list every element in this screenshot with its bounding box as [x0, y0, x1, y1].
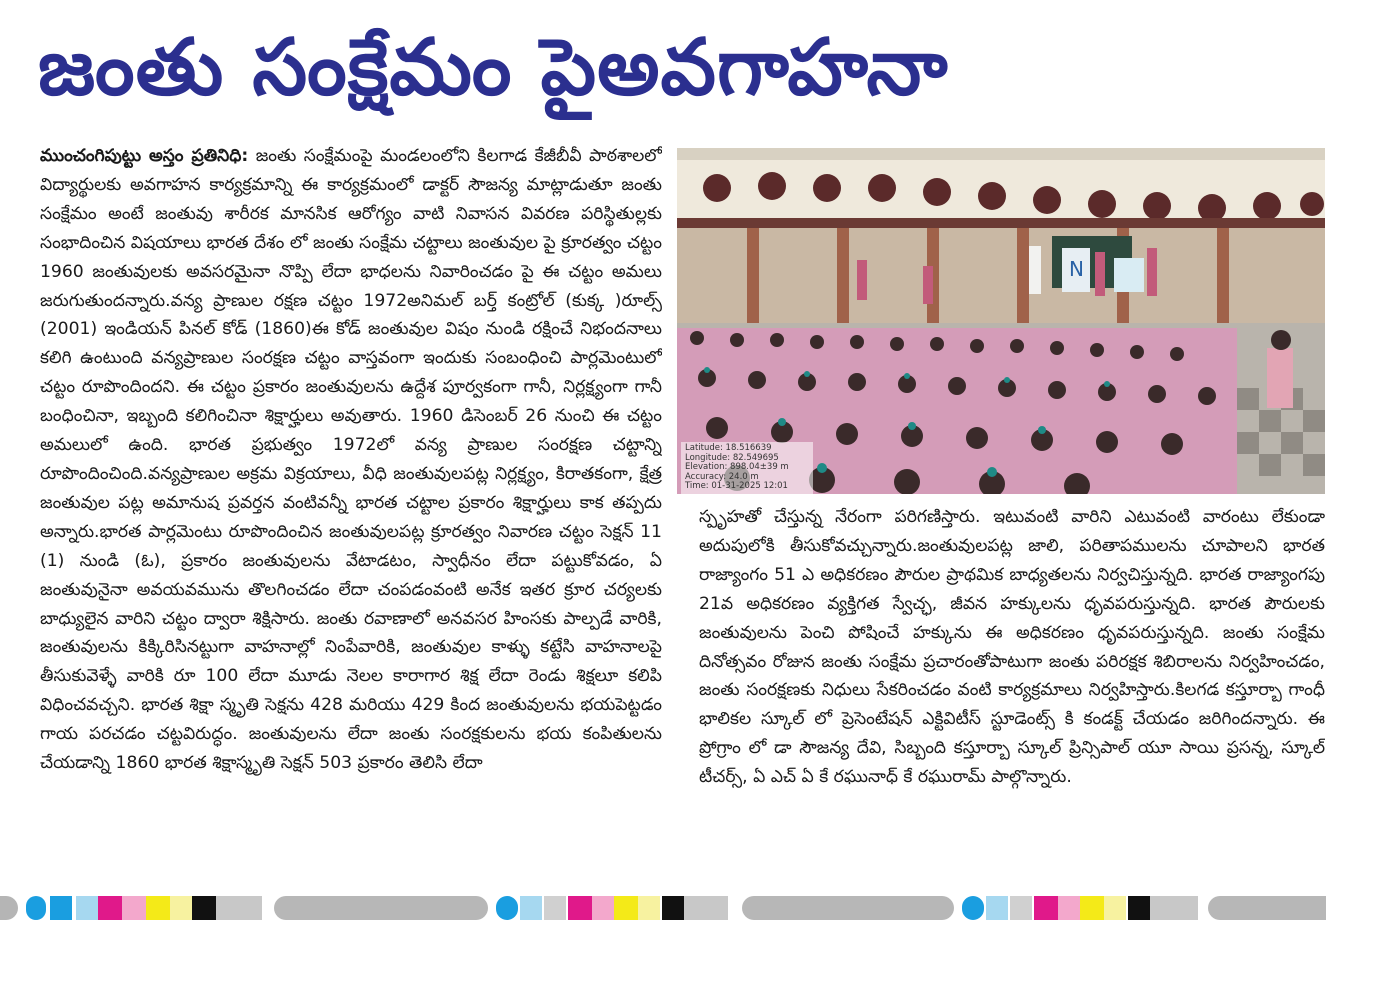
geo-latitude: Latitude: 18.516639	[685, 443, 772, 453]
article-column-right	[699, 503, 1325, 863]
geo-accuracy: Accuracy: 24.0 m	[685, 471, 759, 482]
event-photo	[677, 148, 1325, 494]
article-column-left	[40, 142, 662, 872]
print-color-registration-bar	[0, 896, 1330, 920]
geo-elevation: Elevation: 898.04±39 m	[685, 462, 789, 473]
dateline: ముంచంగిపుట్టు అస్తం ప్రతినిధి:	[40, 146, 249, 166]
article-body-right: స్పృహతో చేస్తున్న నేరంగా పరిగణిస్తారు. ఇటువంటి వారిని ఎటువంటి వారంటు లేకుండా అదుపులోకి తీసుకోవచ్చున్నారు.జంతువులపట్ల జాలి, పరితాపములను చూపాలని భారత రాజ్యాంగం 51 ఎ అధికరణం పౌరుల ప్రాథమిక బాధ్యతలను నిర్వచిస్తున్నది. భారత రాజ్యాంగపు 21వ అధికరణం వ్యక్తిగత స్వేచ్ఛ, జీవన హక్కులను ధృవపరుస్తున్నది. భారత పౌరులకు జంతువులను పెంచి పోషించే హక్కును ఈ అధికరణం ధృవపరుస్తున్నది. జంతు సంక్షేమ దినోత్సవం రోజున జంతు సంక్షేమ ప్రచారంతోపాటుగా జంతు పరిరక్షక శిబిరాలను నిర్వహించడం, జంతు సంరక్షణకు నిధులు సేకరించడం వంటి కార్యక్రమాలు నిర్వహిస్తారు.కిలగడ కస్తూర్బా గాంధీ భాలికల స్కూల్ లో ప్రెసెంటేషన్ ఎక్టివిటీస్ స్టూడెంట్స్ కి కండక్ట్ చేయడం జరిగిందన్నారు. ఈ ప్రోగ్రాం లో డా సౌజన్య దేవి, సిబ్బంది కస్తూర్బా స్కూల్ ప్రిన్సిపాల్ యూ సాయి ప్రసన్న, స్కూల్ టీచర్స్, ఏ ఎచ్ ఏ కే రఘునాధ్ కే రఘురామ్ పాల్గొన్నారు.	[699, 507, 1325, 788]
article-body-left: జంతు సంక్షేమంపై మండలంలోని కిలగాడ కేజీబీవీ పాఠశాలలో విద్యార్థులకు అవగాహన కార్యక్రమాన్ని ఈ కార్యక్రమంలో డాక్టర్ సౌజన్య మాట్లాడుతూ జంతు సంక్షేమం అంటే జంతువు శారీరక మానసిక ఆరోగ్యం వాటి నివాసన వివరణ పరిస్థితుల్లకు సంభాదించిన విషయాలు భారత దేశం లో జంతు సంక్షేమ చట్టాలు జంతువుల పై క్రూరత్వం చట్టం 1960 జంతువులకు అవసరమైనా నొప్పి లేదా భాధలను నివారించడం పై ఈ చట్టం అమలు జరుగుతుందన్నారు.వన్య ప్రాణుల రక్షణ చట్టం 1972అనిమల్ బర్త్ కంట్రోల్ (కుక్క )రూల్స్ (2001) ఇండియన్ పినల్ కోడ్ (1860)ఈ కోడ్ జంతువుల విషం నుండి రక్షించే నిభందనాలు కలిగి ఉంటుంది వన్యప్రాణుల సంరక్షణ చట్టం వాస్తవంగా ఇందుకు సంబంధించి పార్లమెంటులో చట్టం రూపొందిందని. ఈ చట్టం ప్రకారం జంతువులను ఉద్దేశ పూర్వకంగా గానీ, నిర్లక్ష్యంగా గానీ బంధించినా, ఇబ్బంది కలిగించినా శిక్షార్హులు అవుతారు. 1960 డిసెంబర్ 26 నుంచి ఈ చట్టం అమలులో ఉంది. భారత ప్రభుత్వం 1972లో వన్య ప్రాణుల సంరక్షణ చట్టాన్ని రూపొందించింది.వన్యప్రాణుల అక్రమ విక్రయాలు, వీధి జంతువులపట్ల నిర్లక్ష్యం, కిరాతకంగా, క్షేత్ర జంతువుల పట్ల అమానుష ప్రవర్తన వంటివన్నీ భారత చట్టాల ప్రకారం శిక్షార్హులు కాక తప్పదు అన్నారు.భారత పార్లమెంటు రూపొందించిన జంతువులపట్ల క్రూరత్వం నివారణ చట్టం సెక్షన్ 11 (1) నుండి (ఓ), ప్రకారం జంతువులను వేటాడటం, స్వాధీనం లేదా పట్టుకోవడం, ఏ జంతువునైనా అవయవమును తొలగించడం లేదా చంపడంవంటి అనేక ఇతర క్రూర చర్యలకు బాధ్యులైన వారిని చట్టం ద్వారా శిక్షిసారు. జంతు రవాణాలో అనవసర హింసకు పాల్పడే వారికి, జంతువులను కిక్కిరిసినట్టుగా వాహనాల్లో నింపేవారికి, జంతువుల కాళ్ళు కట్టేసి వాహనాలపై తీసుకువెళ్ళే వారికి రూ 100 లేదా మూడు నెలల కారాగార శిక్ష లేదా రెండు శిక్షలూ కలిపి విధించవచ్చని. భారత శిక్షా స్మృతి సెక్షను 428 మరియు 429 కింద జంతువులను భయపెట్టడం గాయ పరచడం చట్టవిరుద్ధం. జంతువులను లేదా జంతు సంరక్షకులను భయ కంపితులను చేయడాన్ని 1860 భారత శిక్షాస్మృతి సెక్షన్ 503 ప్రకారం తెలిసి లేదా	[40, 146, 662, 774]
geo-tag-overlay	[681, 442, 813, 494]
poster-letter: N	[1069, 257, 1084, 281]
headline: జంతు సంక్షేమం పైఅవగాహనా	[38, 23, 949, 113]
geo-time: Time: 01-31-2025 12:01	[685, 481, 788, 492]
geo-longitude: Longitude: 82.549695	[685, 452, 779, 463]
